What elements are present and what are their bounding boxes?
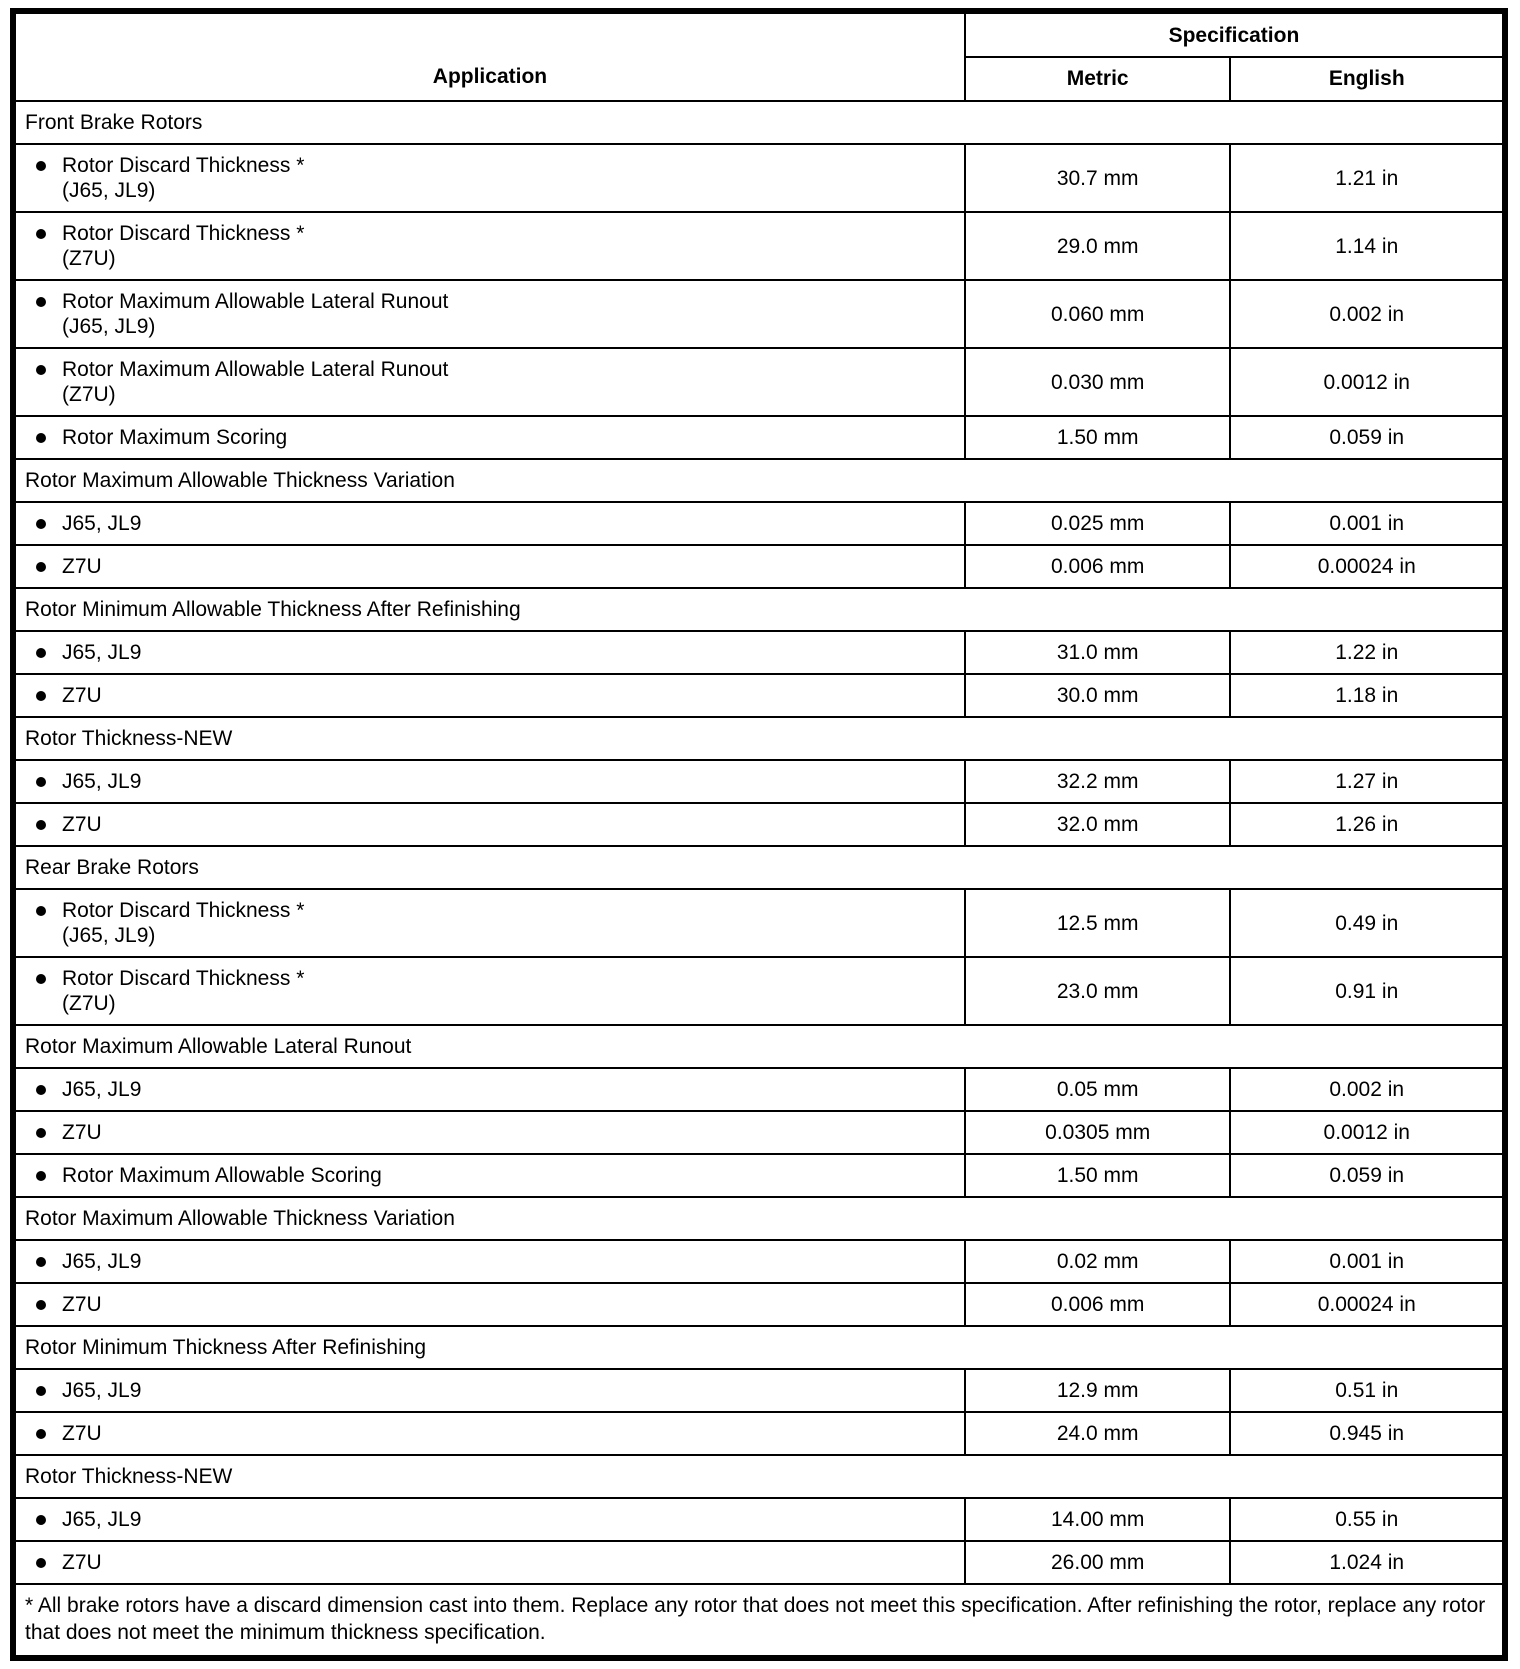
metric-value: 0.02 mm [965,1240,1231,1283]
metric-value: 30.7 mm [965,144,1231,212]
metric-value: 24.0 mm [965,1412,1231,1455]
english-value: 0.0012 in [1230,1111,1505,1154]
metric-value: 0.006 mm [965,545,1231,588]
application-column-header: Application [13,11,965,101]
bullet-icon [36,777,46,787]
section-row [13,846,1505,889]
application-cell [13,1412,965,1455]
metric-value: 0.0305 mm [965,1111,1231,1154]
application-cell [13,803,965,846]
english-value: 1.26 in [1230,803,1505,846]
application-sublabel: (Z7U) [62,383,116,406]
spec-row [13,1369,1505,1412]
section-row [13,1197,1505,1240]
application-label: Z7U [62,1293,102,1316]
english-value: 0.55 in [1230,1498,1505,1541]
section-label: Front Brake Rotors [13,101,1505,144]
section-row [13,101,1505,144]
section-label: Rotor Maximum Allowable Thickness Variation [13,1197,1505,1240]
metric-value: 31.0 mm [965,631,1231,674]
spec-row [13,1541,1505,1584]
section-label: Rotor Maximum Allowable Lateral Runout [13,1025,1505,1068]
metric-value: 0.05 mm [965,1068,1231,1111]
bullet-icon [36,1128,46,1138]
section-label: Rotor Thickness-NEW [13,717,1505,760]
metric-value: 0.030 mm [965,348,1231,416]
english-value: 0.945 in [1230,1412,1505,1455]
bullet-icon [36,1300,46,1310]
application-cell [13,1369,965,1412]
english-value: 0.51 in [1230,1369,1505,1412]
spec-row [13,1111,1505,1154]
application-label: Rotor Maximum Allowable Lateral Runout [62,290,449,313]
application-cell [13,1154,965,1197]
spec-row [13,1068,1505,1111]
application-label: Rotor Discard Thickness * [62,899,305,922]
bullet-icon [36,297,46,307]
bullet-icon [36,820,46,830]
application-label: Rotor Maximum Scoring [62,426,288,449]
metric-value: 30.0 mm [965,674,1231,717]
bullet-icon [36,365,46,375]
spec-row [13,1240,1505,1283]
application-cell [13,1541,965,1584]
metric-value: 0.006 mm [965,1283,1231,1326]
application-label: J65, JL9 [62,770,142,793]
english-value: 1.024 in [1230,1541,1505,1584]
bullet-icon [36,519,46,529]
application-label: Z7U [62,813,102,836]
bullet-icon [36,1558,46,1568]
application-label: Z7U [62,555,102,578]
application-cell [13,1240,965,1283]
bullet-icon [36,974,46,984]
section-row [13,459,1505,502]
spec-row [13,889,1505,957]
application-cell [13,545,965,588]
application-label: Rotor Discard Thickness * [62,222,305,245]
footnote-text: * All brake rotors have a discard dimension cast into them. Replace any rotor that does not meet this specification. After refinishing the rotor, replace any rotor that does not meet the minimum thickness specification. [13,1584,1505,1658]
application-cell [13,280,965,348]
application-label: Rotor Discard Thickness * [62,967,305,990]
application-sublabel: (J65, JL9) [62,179,156,202]
application-cell [13,212,965,280]
specification-column-header: Specification [965,11,1505,57]
bullet-icon [36,1386,46,1396]
application-label: J65, JL9 [62,512,142,535]
spec-row [13,212,1505,280]
metric-value: 14.00 mm [965,1498,1231,1541]
metric-column-header: Metric [965,57,1231,101]
bullet-icon [36,229,46,239]
section-label: Rotor Maximum Allowable Thickness Variation [13,459,1505,502]
metric-value: 29.0 mm [965,212,1231,280]
spec-row [13,1412,1505,1455]
metric-value: 1.50 mm [965,1154,1231,1197]
footnote-row [13,1584,1505,1658]
section-row [13,1326,1505,1369]
metric-value: 12.5 mm [965,889,1231,957]
application-cell [13,631,965,674]
bullet-icon [36,691,46,701]
metric-value: 32.2 mm [965,760,1231,803]
bullet-icon [36,161,46,171]
english-value: 0.002 in [1230,1068,1505,1111]
application-cell [13,1283,965,1326]
english-value: 1.27 in [1230,760,1505,803]
spec-row [13,545,1505,588]
english-value: 0.059 in [1230,416,1505,459]
spec-row [13,803,1505,846]
spec-row [13,348,1505,416]
application-label: Z7U [62,1121,102,1144]
application-label: Z7U [62,1551,102,1574]
metric-value: 12.9 mm [965,1369,1231,1412]
spec-row [13,957,1505,1025]
english-value: 1.22 in [1230,631,1505,674]
spec-row [13,674,1505,717]
application-label: Rotor Maximum Allowable Lateral Runout [62,358,449,381]
application-cell [13,957,965,1025]
application-cell [13,1068,965,1111]
application-sublabel: (J65, JL9) [62,924,156,947]
metric-value: 1.50 mm [965,416,1231,459]
spec-row [13,1498,1505,1541]
english-value: 0.0012 in [1230,348,1505,416]
section-row [13,1025,1505,1068]
application-label: Z7U [62,1422,102,1445]
header-row-top [13,11,1505,57]
section-row [13,1455,1505,1498]
english-value: 0.001 in [1230,502,1505,545]
bullet-icon [36,1085,46,1095]
section-label: Rotor Minimum Thickness After Refinishing [13,1326,1505,1369]
spec-row [13,760,1505,803]
application-label: J65, JL9 [62,1078,142,1101]
spec-row [13,1154,1505,1197]
section-label: Rotor Minimum Allowable Thickness After Refinishing [13,588,1505,631]
application-cell [13,416,965,459]
brake-rotor-spec-table [10,8,1508,1661]
application-label: Rotor Discard Thickness * [62,154,305,177]
bullet-icon [36,906,46,916]
application-label: J65, JL9 [62,1508,142,1531]
metric-value: 32.0 mm [965,803,1231,846]
metric-value: 0.025 mm [965,502,1231,545]
metric-value: 0.060 mm [965,280,1231,348]
spec-table-body [13,101,1505,1584]
bullet-icon [36,433,46,443]
english-value: 1.14 in [1230,212,1505,280]
metric-value: 26.00 mm [965,1541,1231,1584]
section-label: Rotor Thickness-NEW [13,1455,1505,1498]
application-label: J65, JL9 [62,1250,142,1273]
application-sublabel: (Z7U) [62,247,116,270]
application-label: Rotor Maximum Allowable Scoring [62,1164,382,1187]
english-column-header: English [1230,57,1505,101]
application-label: Z7U [62,684,102,707]
application-cell [13,674,965,717]
application-sublabel: (Z7U) [62,992,116,1015]
bullet-icon [36,1257,46,1267]
bullet-icon [36,1429,46,1439]
english-value: 0.00024 in [1230,1283,1505,1326]
application-label: J65, JL9 [62,1379,142,1402]
spec-row [13,1283,1505,1326]
bullet-icon [36,1171,46,1181]
english-value: 0.001 in [1230,1240,1505,1283]
section-row [13,588,1505,631]
application-cell [13,760,965,803]
application-cell [13,502,965,545]
application-cell [13,1498,965,1541]
application-sublabel: (J65, JL9) [62,315,156,338]
spec-row [13,280,1505,348]
english-value: 0.00024 in [1230,545,1505,588]
application-label: J65, JL9 [62,641,142,664]
application-cell [13,348,965,416]
english-value: 0.49 in [1230,889,1505,957]
english-value: 0.91 in [1230,957,1505,1025]
application-cell [13,144,965,212]
bullet-icon [36,648,46,658]
application-cell [13,1111,965,1154]
section-row [13,717,1505,760]
bullet-icon [36,562,46,572]
spec-row [13,502,1505,545]
english-value: 0.059 in [1230,1154,1505,1197]
spec-row [13,631,1505,674]
spec-row [13,416,1505,459]
spec-row [13,144,1505,212]
application-cell [13,889,965,957]
metric-value: 23.0 mm [965,957,1231,1025]
section-label: Rear Brake Rotors [13,846,1505,889]
english-value: 0.002 in [1230,280,1505,348]
english-value: 1.21 in [1230,144,1505,212]
bullet-icon [36,1515,46,1525]
english-value: 1.18 in [1230,674,1505,717]
